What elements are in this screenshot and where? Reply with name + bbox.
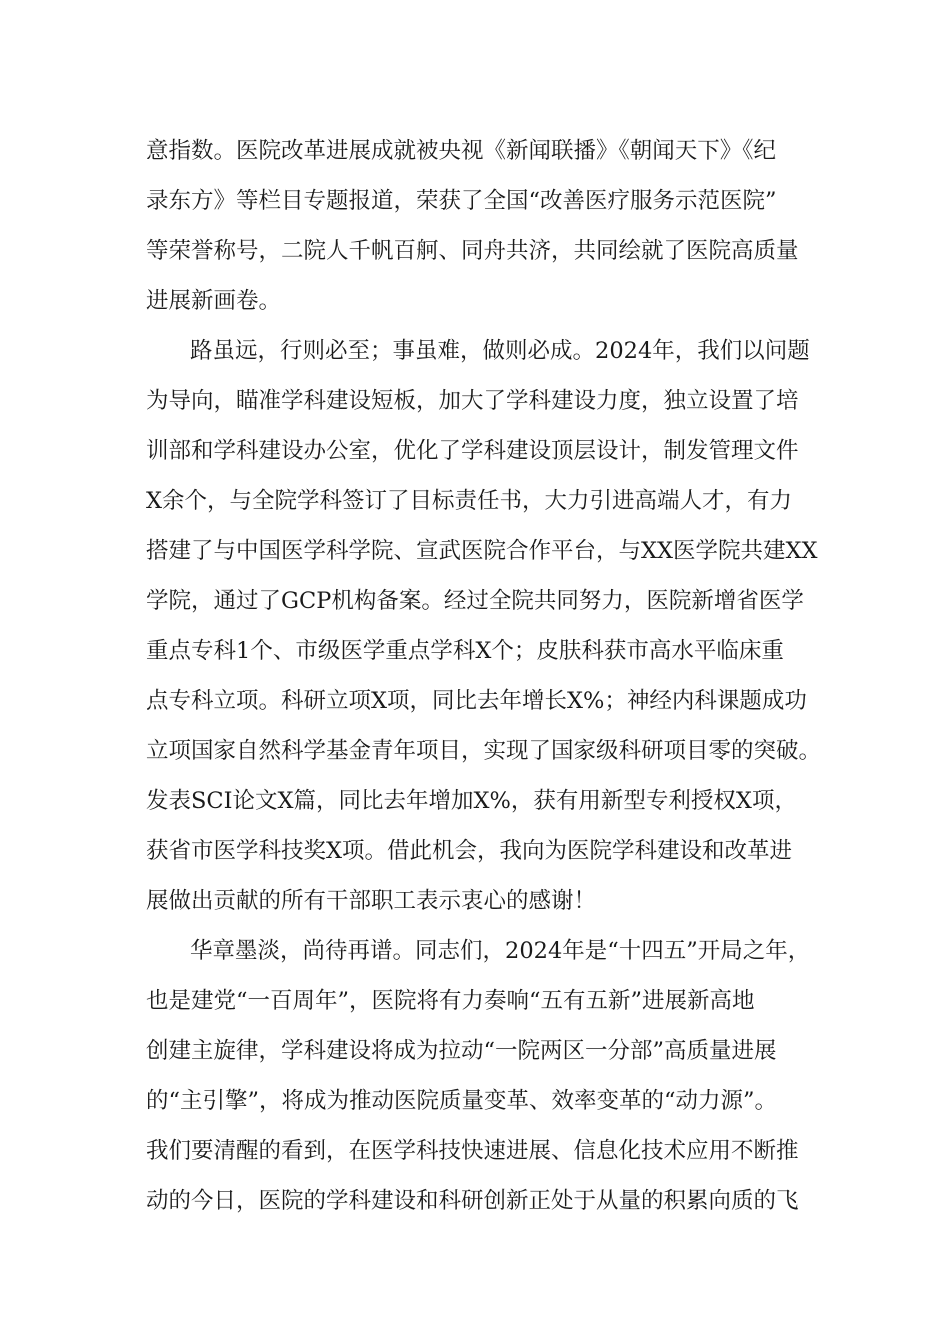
text-line: 发表SCI论文X篇，同比去年增加X%，获有用新型专利授权X项， [146, 788, 797, 814]
text-line: 创建主旋律，学科建设将成为拉动“一院两区一分部”高质量进展 [146, 1038, 777, 1064]
text-line: 点专科立项。科研立项X项，同比去年增长X%；神经内科课题成功 [146, 688, 807, 714]
text-line: 为导向，瞄准学科建设短板，加大了学科建设力度，独立设置了培 [146, 388, 799, 414]
text-line: 搭建了与中国医学科学院、宣武医院合作平台，与XX医学院共建XX [146, 538, 818, 564]
text-line: 也是建党“一百周年”，医院将有力奏响“五有五新”进展新高地 [146, 988, 755, 1014]
text-line: 立项国家自然科学基金青年项目，实现了国家级科研项目零的突破。 [146, 738, 822, 764]
body-text [146, 126, 826, 1226]
text-line: X余个，与全院学科签订了目标责任书，大力引进高端人才，有力 [146, 488, 793, 514]
text-line: 的“主引擎”，将成为推动医院质量变革、效率变革的“动力源”。 [146, 1088, 778, 1114]
paragraph [146, 926, 826, 1226]
text-line: 路虽远，行则必至；事虽难，做则必成。2024年，我们以问题 [190, 338, 810, 364]
text-line: 重点专科1个、市级医学重点学科X个；皮肤科获市高水平临床重 [146, 638, 784, 664]
text-line: 意指数。医院改革进展成就被央视《新闻联播》《朝闻天下》《纪 [146, 138, 777, 164]
text-line: 学院，通过了GCP机构备案。经过全院共同努力，医院新增省医学 [146, 588, 804, 614]
text-line: 我们要清醒的看到，在医学科技快速进展、信息化技术应用不断推 [146, 1138, 799, 1164]
text-line: 训部和学科建设办公室，优化了学科建设顶层设计，制发管理文件 [146, 438, 799, 464]
paragraph [146, 326, 826, 926]
text-line: 华章墨淡，尚待再谱。同志们，2024年是“十四五”开局之年， [190, 938, 811, 964]
text-line: 动的今日，医院的学科建设和科研创新正处于从量的积累向质的飞 [146, 1188, 799, 1214]
text-line: 进展新画卷。 [146, 288, 282, 314]
text-line: 获省市医学科技奖X项。借此机会，我向为医院学科建设和改革进 [146, 838, 793, 864]
text-line: 录东方》等栏目专题报道，荣获了全国“改善医疗服务示范医院” [146, 188, 777, 214]
text-line: 展做出贡献的所有干部职工表示衷心的感谢！ [146, 888, 597, 914]
text-line: 等荣誉称号，二院人千帆百舸、同舟共济，共同绘就了医院高质量 [146, 238, 799, 264]
paragraph [146, 126, 826, 326]
